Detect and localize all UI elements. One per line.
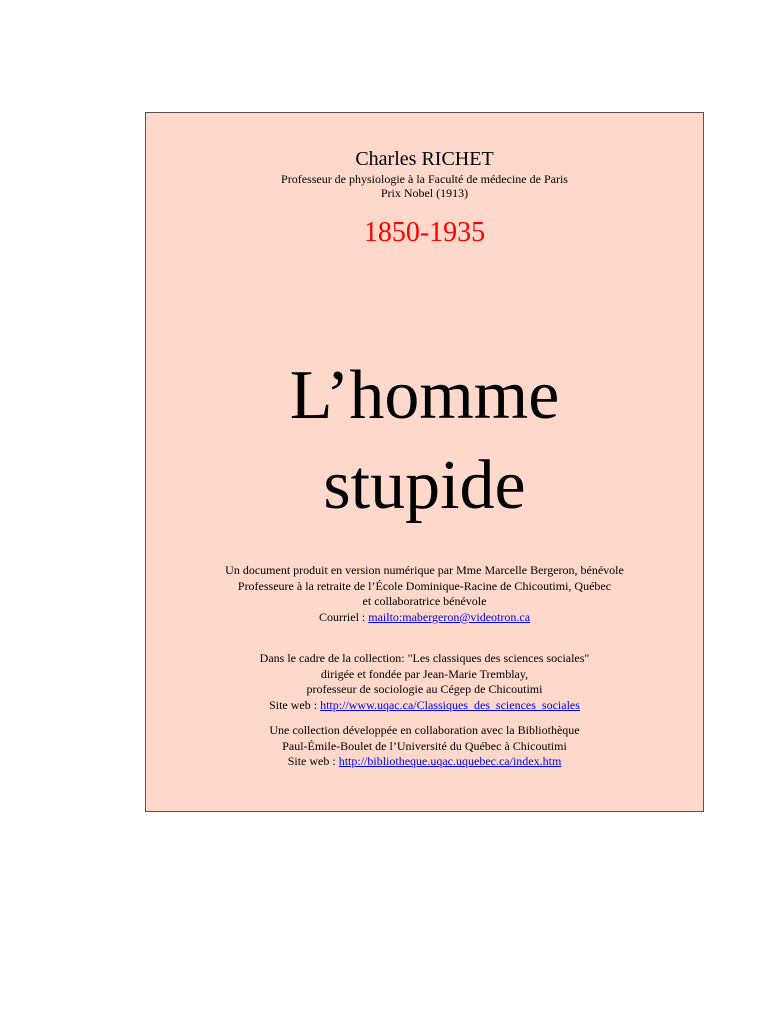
collection-site-row <box>146 698 703 714</box>
library-credits <box>146 723 703 770</box>
producer-credits <box>146 563 703 625</box>
producer-line1: Un document produit en version numérique par Mme Marcelle Bergeron, bénévole <box>225 563 624 577</box>
collection-line1: Dans le cadre de la collection: "Les classiques des sciences sociales" <box>259 651 590 665</box>
nobel-prize: Prix Nobel (1913) <box>380 186 469 200</box>
producer-email-row <box>146 610 703 626</box>
collection-credits <box>146 651 703 713</box>
library-site-prefix: Site web : <box>287 754 339 768</box>
book-title-line1: L’homme <box>289 357 560 434</box>
collection-line3: professeur de sociologie au Cégep de Chicoutimi <box>306 682 543 696</box>
producer-line3: et collaboratrice bénévole <box>362 594 487 608</box>
library-site-link[interactable]: http://bibliotheque.uqac.uquebec.ca/index.htm <box>338 754 562 768</box>
collection-site-prefix: Site web : <box>269 697 321 712</box>
collection-line2: dirigée et fondée par Jean-Marie Tremblay, <box>320 666 529 681</box>
book-title <box>146 351 703 531</box>
author-dates: 1850-1935 <box>363 217 486 248</box>
cover-page <box>145 112 704 812</box>
library-line1: Une collection développée en collaboration avec la Bibliothèque <box>269 723 580 737</box>
email-link[interactable]: mailto:mabergeron@videotron.ca <box>368 609 531 624</box>
library-line2: Paul-Émile-Boulet de l’Université du Québec à Chicoutimi <box>282 738 567 753</box>
author-role: Professeur de physiologie à la Faculté de médecine de Paris <box>281 172 568 186</box>
book-title-line2: stupide <box>323 447 526 524</box>
author-name: Charles RICHET <box>355 148 494 170</box>
email-prefix: Courriel : <box>318 609 369 624</box>
library-site-row <box>146 754 703 770</box>
collection-site-link[interactable]: http://www.uqac.ca/Classiques_des_sciences_sociales <box>320 697 580 712</box>
producer-line2: Professeure à la retraite de l’École Dominique-Racine de Chicoutimi, Québec <box>237 578 612 593</box>
